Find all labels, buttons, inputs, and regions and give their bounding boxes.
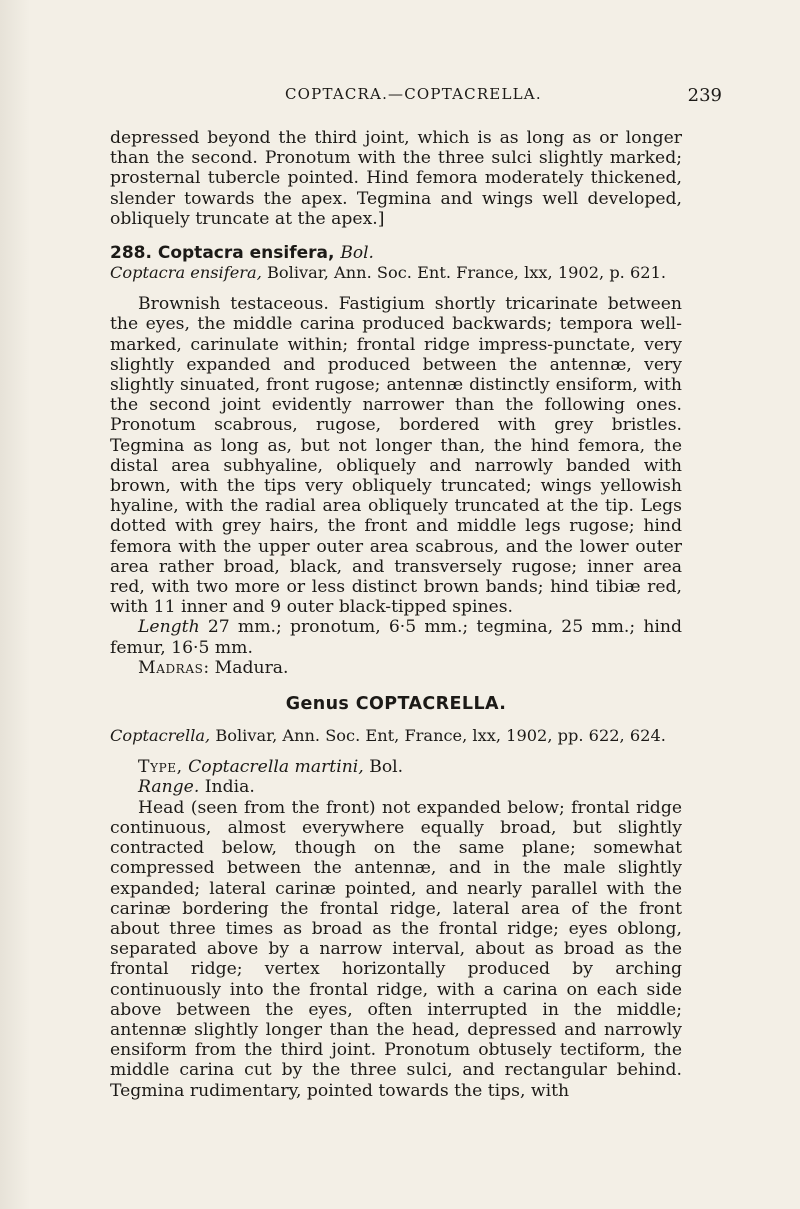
- body-text: [110, 128, 682, 1101]
- species-heading: [110, 243, 682, 263]
- genus-heading: Genus COPTACRELLA.: [285, 694, 507, 715]
- species-reference-citation: Bolivar, Ann. Soc. Ent. France, lxx, 1902, p. 621.: [267, 263, 667, 283]
- species-locality: [110, 658, 682, 678]
- page-number: 239: [687, 85, 722, 106]
- species-measurements: [110, 617, 682, 657]
- species-number-and-name: 288. Coptacra ensifera,: [110, 243, 335, 264]
- length-label: Length: [138, 617, 200, 638]
- genus-reference: [110, 726, 682, 745]
- type-name: Coptacrella martini,: [188, 757, 364, 778]
- species-reference: [110, 263, 682, 282]
- continued-paragraph: depressed beyond the third joint, which is as long as or longer than the second. Pronotum with the three sulci slightly marked; prosternal tubercle pointed. Hind femora moderately thickened, slender towards the apex. Tegmina and wings well developed, obliquely truncate at the apex.]: [110, 128, 682, 229]
- page-edge-shading: [0, 0, 30, 1209]
- range-label: Range.: [138, 777, 200, 798]
- genus-description: Head (seen from the front) not expanded below; frontal ridge continuous, almost everywhere equally broad, but slightly contracted below, though on the same plane; somewhat compressed between the antennæ, and in the male slightly expanded; lateral carinæ pointed, and nearly parallel with the carinæ bordering the frontal ridge, lateral area of the front about three times as broad as the frontal ridge; eyes oblong, separated above by a narrow interval, about as broad as the frontal ridge; vertex horizontally produced by arching continuously into the frontal ridge, with a carina on each side above between the eyes, often interrupted in the middle; antennæ slightly longer than the head, depressed and narrowly ensiform from the third joint. Pronotum obtusely tectiform, the middle carina cut by the three sulci, and rectangular behind. Tegmina rudimentary, pointed towards the tips, with: [110, 797, 682, 1101]
- genus-range: [110, 777, 682, 797]
- genus-type: [110, 757, 682, 777]
- species-author: Bol.: [340, 243, 374, 264]
- species-reference-name: Coptacra ensifera,: [110, 263, 262, 283]
- genus-reference-citation: Bolivar, Ann. Soc. Ent, France, lxx, 1902, pp. 622, 624.: [215, 726, 666, 746]
- type-label: Type,: [138, 757, 183, 778]
- running-head-title: COPTACRA.—COPTACRELLA.: [285, 85, 542, 103]
- species-description: Brownish testaceous. Fastigium shortly tricarinate between the eyes, the middle carina produced backwards; tempora well-marked, carinulate within; frontal ridge impress-punctate, very slightly expanded and produced between the antennæ, very slightly sinuated, front rugose; antennæ distinctly ensiform, with the second joint evidently narrower than the following ones. Pronotum scabrous, rugose, bordered with grey bristles. Tegmina as long as, but not longer than, the hind femora, the distal area subhyaline, obliquely and narrowly banded with brown, with the tips very obliquely truncated; wings yellowish hyaline, with the radial area obliquely truncated at the tip. Legs dotted with grey hairs, the front and middle legs rugose; hind femora with the upper outer area scabrous, and the lower outer area rather broad, black, and transversely rugose; inner area red, with two more or less distinct brown bands; hind tibiæ red, with 11 inner and 9 outer black-tipped spines.: [110, 294, 682, 618]
- locality-region: Madras: [138, 657, 204, 678]
- length-values: 27 mm.; pronotum, 6·5 mm.; tegmina, 25 mm.; hind femur, 16·5 mm.: [110, 617, 682, 658]
- running-head: [0, 85, 800, 109]
- range-value: India.: [204, 777, 255, 798]
- genus-reference-name: Coptacrella,: [110, 726, 211, 746]
- type-author: Bol.: [369, 757, 404, 778]
- locality-place: : Madura.: [203, 657, 289, 678]
